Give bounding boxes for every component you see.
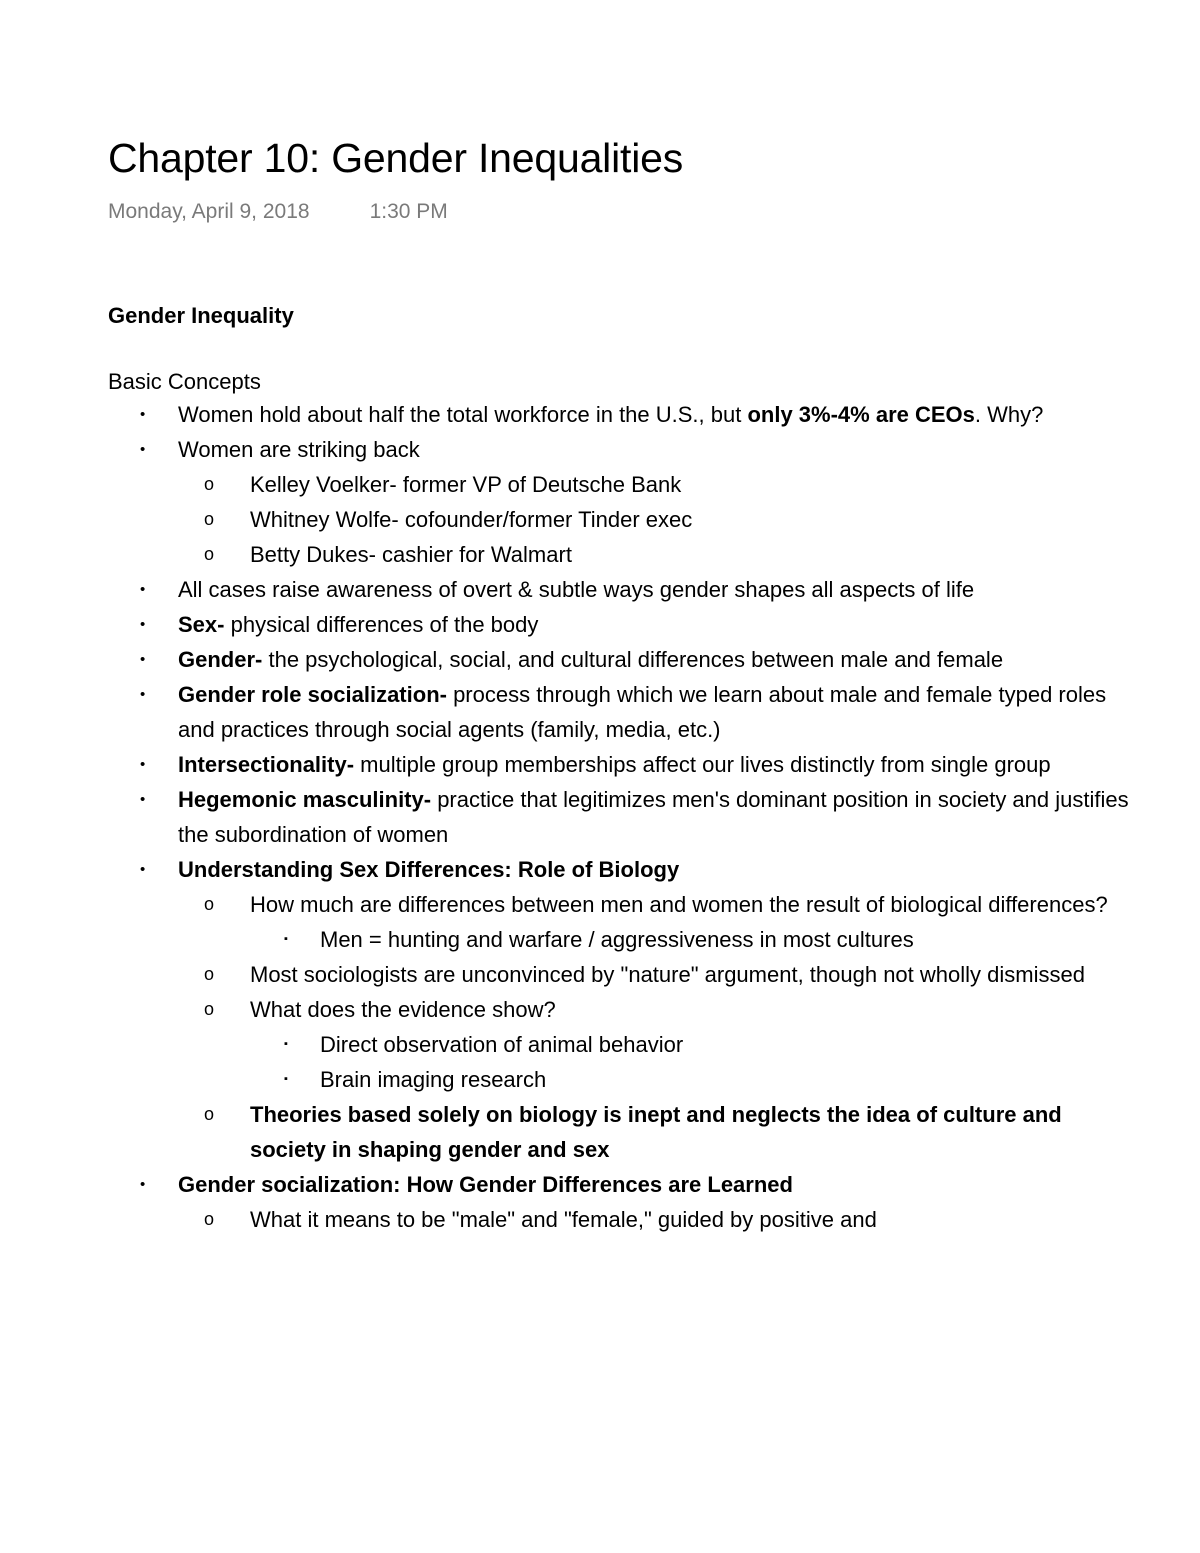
list-item: o Kelley Voelker- former VP of Deutsche Bank bbox=[108, 467, 1138, 502]
list-item: • All cases raise awareness of overt & subtle ways gender shapes all aspects of life bbox=[108, 572, 1138, 607]
note-page bbox=[108, 130, 1138, 1435]
square-marker: ▪ bbox=[284, 1038, 288, 1050]
bullet-marker: • bbox=[140, 441, 146, 458]
square-marker: ▪ bbox=[284, 933, 288, 945]
list-item: • Gender socialization: How Gender Differences are Learned bbox=[108, 1167, 1138, 1202]
list-item: o Betty Dukes- cashier for Walmart bbox=[108, 537, 1138, 572]
bullet-marker: • bbox=[140, 651, 146, 668]
circle-marker: o bbox=[204, 964, 215, 984]
bullet-marker: • bbox=[140, 616, 146, 633]
list-item: • Sex- physical differences of the body bbox=[108, 607, 1138, 642]
concept-list bbox=[108, 397, 1138, 1251]
list-item: o Whitney Wolfe- cofounder/former Tinder exec bbox=[108, 502, 1138, 537]
list-item: ▪ Direct observation of animal behavior bbox=[108, 1027, 1138, 1062]
bullet-marker: • bbox=[140, 791, 146, 808]
note-time: 1:30 PM bbox=[369, 200, 448, 223]
list-item: ▪ Brain imaging research bbox=[108, 1062, 1138, 1097]
circle-marker: o bbox=[204, 1209, 215, 1229]
list-item: o How much are differences between men and women the result of biological differences? bbox=[108, 887, 1138, 922]
list-item: ▪ Men = hunting and warfare / aggressiveness in most cultures bbox=[108, 922, 1138, 957]
bullet-marker: • bbox=[140, 406, 146, 423]
bullet-marker: • bbox=[140, 686, 146, 703]
list-item: • Intersectionality- multiple group memberships affect our lives distinctly from single group bbox=[108, 747, 1138, 782]
note-timestamp bbox=[108, 198, 1138, 226]
list-item-cutoff bbox=[108, 1237, 1138, 1251]
list-item: o What does the evidence show? bbox=[108, 992, 1138, 1027]
list-item: • Hegemonic masculinity- practice that legitimizes men's dominant position in society and justifies the subordination of women bbox=[108, 782, 1138, 852]
page-title: Chapter 10: Gender Inequalities bbox=[108, 135, 684, 181]
list-item: • Understanding Sex Differences: Role of Biology bbox=[108, 852, 1138, 887]
square-marker: ▪ bbox=[284, 1073, 288, 1085]
list-item: o Theories based solely on biology is inept and neglects the idea of culture and society in shaping gender and sex bbox=[108, 1097, 1138, 1167]
circle-marker: o bbox=[204, 544, 215, 564]
list-item: • Gender role socialization- process through which we learn about male and female typed roles and practices through social agents (family, media, etc.) bbox=[108, 677, 1138, 747]
bullet-marker: • bbox=[140, 756, 146, 773]
list-item: o Most sociologists are unconvinced by "nature" argument, though not wholly dismissed bbox=[108, 957, 1138, 992]
list-item: • Women hold about half the total workforce in the U.S., but only 3%-4% are CEOs. Why? bbox=[108, 397, 1138, 432]
list-item: o What it means to be "male" and "female," guided by positive and bbox=[108, 1202, 1138, 1237]
circle-marker: o bbox=[204, 1104, 215, 1124]
circle-marker: o bbox=[204, 509, 215, 529]
list-item: • Gender- the psychological, social, and cultural differences between male and female bbox=[108, 642, 1138, 677]
section-heading: Gender Inequality bbox=[108, 303, 294, 328]
circle-marker: o bbox=[204, 999, 215, 1019]
circle-marker: o bbox=[204, 894, 215, 914]
note-date: Monday, April 9, 2018 bbox=[108, 200, 310, 223]
bullet-marker: • bbox=[140, 581, 146, 598]
circle-marker: o bbox=[204, 474, 215, 494]
list-item: • Women are striking back bbox=[108, 432, 1138, 467]
bullet-marker: • bbox=[140, 1176, 146, 1193]
section-subheading: Basic Concepts bbox=[108, 369, 261, 394]
bullet-marker: • bbox=[140, 861, 146, 878]
